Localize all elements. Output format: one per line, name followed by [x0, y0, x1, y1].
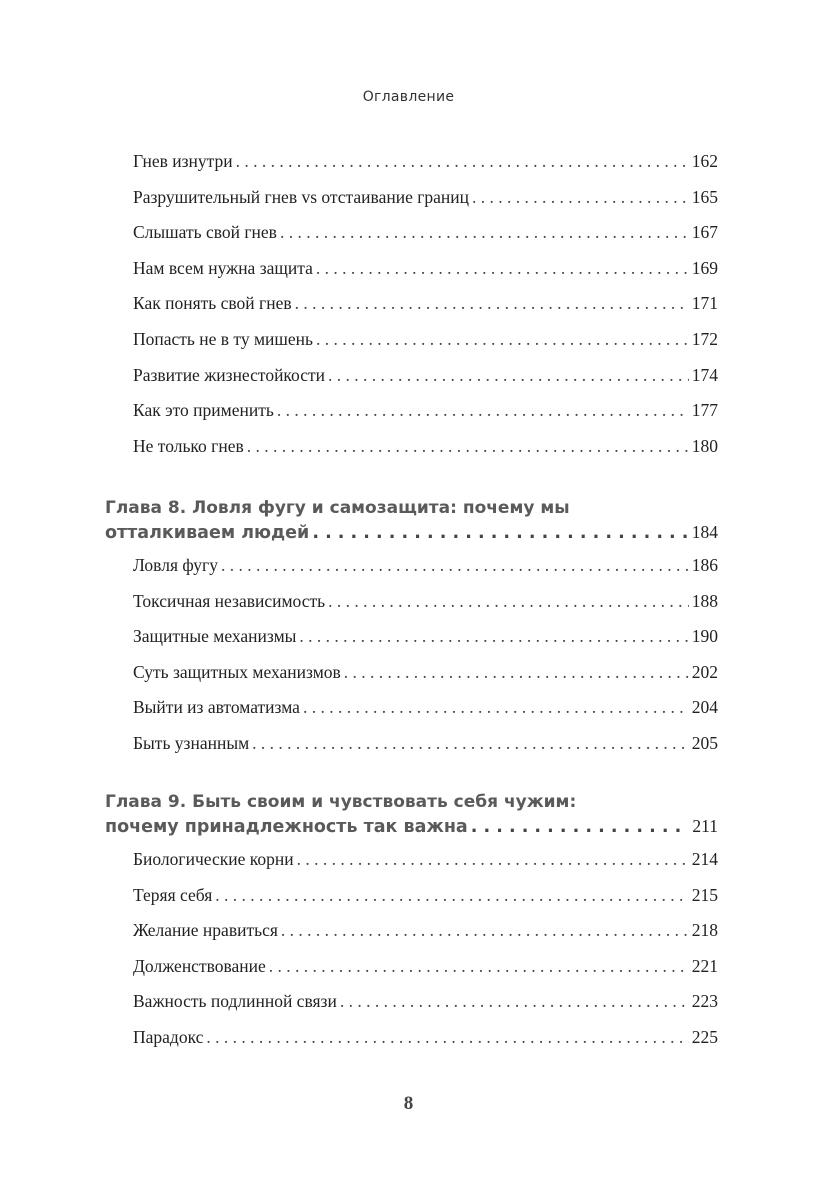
entry-page: 221	[691, 955, 718, 976]
chapter-heading[interactable]	[105, 496, 718, 544]
toc-section	[105, 496, 718, 762]
entry-title: Желание нравиться	[133, 920, 278, 941]
chapter-title-line2: отталкиваем людей	[105, 523, 310, 543]
chapter-title-row	[105, 814, 718, 838]
entry-title: Разрушительный гнев vs отстаивание границ	[133, 186, 470, 207]
entry-page: 180	[691, 435, 718, 456]
dot-leader	[247, 429, 689, 465]
toc-entry[interactable]	[105, 842, 718, 878]
toc-entry[interactable]	[105, 548, 718, 584]
entry-title: Нам всем нужна защита	[133, 257, 313, 278]
dot-leader	[303, 690, 689, 726]
entry-title: Выйти из автоматизма	[133, 697, 300, 718]
toc-entry[interactable]	[105, 286, 718, 322]
entry-page: 167	[691, 222, 718, 243]
toc-entry[interactable]	[105, 949, 718, 985]
chapter-title-line1: Глава 8. Ловля фугу и самозащита: почему мы	[105, 498, 570, 518]
toc-entry[interactable]	[105, 358, 718, 394]
dot-leader	[340, 984, 689, 1020]
entry-title: Теряя себя	[133, 884, 213, 905]
toc-entry[interactable]	[105, 429, 718, 465]
entry-page: 218	[691, 920, 718, 941]
entry-page: 162	[691, 151, 718, 171]
entry-page: 174	[691, 364, 718, 385]
dot-leader	[312, 521, 688, 545]
entry-title: Попасть не в ту мишень	[133, 328, 314, 349]
dot-leader	[252, 726, 689, 762]
toc-section	[105, 144, 718, 464]
dot-leader	[344, 655, 689, 691]
toc-entry[interactable]	[105, 180, 718, 216]
dot-leader	[316, 251, 689, 287]
entry-title: Биологические корни	[133, 849, 294, 869]
running-head: Оглавление	[362, 89, 455, 105]
toc-entry[interactable]	[105, 144, 718, 180]
entry-page: 169	[691, 257, 718, 278]
toc-entry[interactable]	[105, 984, 718, 1020]
entry-page: 214	[691, 849, 718, 869]
chapter-page: 211	[692, 816, 718, 836]
entry-title: Развитие жизнестойкости	[133, 364, 326, 385]
entry-title: Ловля фугу	[133, 555, 218, 575]
dot-leader	[295, 286, 689, 322]
entry-title: Гнев изнутри	[133, 151, 233, 171]
entry-title: Защитные механизмы	[133, 626, 297, 647]
entry-title: Как это применить	[133, 400, 274, 421]
entry-page: 215	[691, 884, 718, 905]
entry-page: 186	[691, 555, 718, 575]
toc-entry[interactable]	[105, 1020, 718, 1056]
entry-page: 165	[691, 186, 718, 207]
chapter-heading[interactable]	[105, 790, 718, 838]
entry-title: Не только гнев	[133, 435, 244, 456]
toc-entry[interactable]	[105, 655, 718, 691]
entry-page: 188	[691, 590, 718, 611]
entry-title: Долженствование	[133, 955, 266, 976]
entry-page: 172	[691, 328, 718, 349]
toc-entry[interactable]	[105, 322, 718, 358]
page-number: 8	[403, 1093, 414, 1114]
dot-leader	[328, 358, 689, 394]
chapter-page: 184	[691, 522, 718, 542]
entry-title: Важность подлинной связи	[133, 991, 337, 1012]
entry-title: Быть узнанным	[133, 732, 250, 753]
dot-leader	[269, 949, 689, 985]
dot-leader	[221, 548, 689, 584]
chapter-title-line1: Глава 9. Быть своим и чувствовать себя чужим:	[105, 792, 577, 812]
chapter-title-line2: почему принадлежность так важна	[105, 817, 468, 837]
toc-entry[interactable]	[105, 913, 718, 949]
entry-title: Суть защитных механизмов	[133, 661, 341, 682]
toc-entry[interactable]	[105, 690, 718, 726]
dot-leader	[206, 1020, 688, 1056]
toc-entry[interactable]	[105, 584, 718, 620]
entry-title: Как понять свой гнев	[133, 293, 292, 314]
entry-page: 190	[691, 626, 718, 647]
toc-entry[interactable]	[105, 393, 718, 429]
entry-page: 177	[691, 400, 718, 421]
dot-leader	[328, 584, 689, 620]
dot-leader	[297, 842, 689, 878]
toc-section	[105, 790, 718, 1056]
chapter-title-row	[105, 520, 718, 544]
toc-entry[interactable]	[105, 251, 718, 287]
dot-leader	[236, 144, 689, 180]
entry-page: 204	[691, 697, 718, 718]
dot-leader	[280, 215, 689, 251]
toc-entry[interactable]	[105, 215, 718, 251]
dot-leader	[471, 815, 690, 839]
entry-page: 202	[691, 661, 718, 682]
dot-leader	[472, 180, 689, 216]
toc-entry[interactable]	[105, 878, 718, 914]
toc-entry[interactable]	[105, 619, 718, 655]
entry-page: 225	[691, 1026, 718, 1047]
entry-title: Слышать свой гнев	[133, 222, 277, 243]
entry-page: 171	[691, 293, 718, 314]
dot-leader	[277, 393, 689, 429]
entry-page: 205	[691, 732, 718, 753]
toc-entry[interactable]	[105, 726, 718, 762]
dot-leader	[215, 878, 688, 914]
entry-title: Токсичная независимость	[133, 590, 326, 611]
dot-leader	[281, 913, 689, 949]
dot-leader	[299, 619, 688, 655]
entry-page: 223	[691, 991, 718, 1012]
entry-title: Парадокс	[133, 1026, 204, 1047]
dot-leader	[316, 322, 689, 358]
